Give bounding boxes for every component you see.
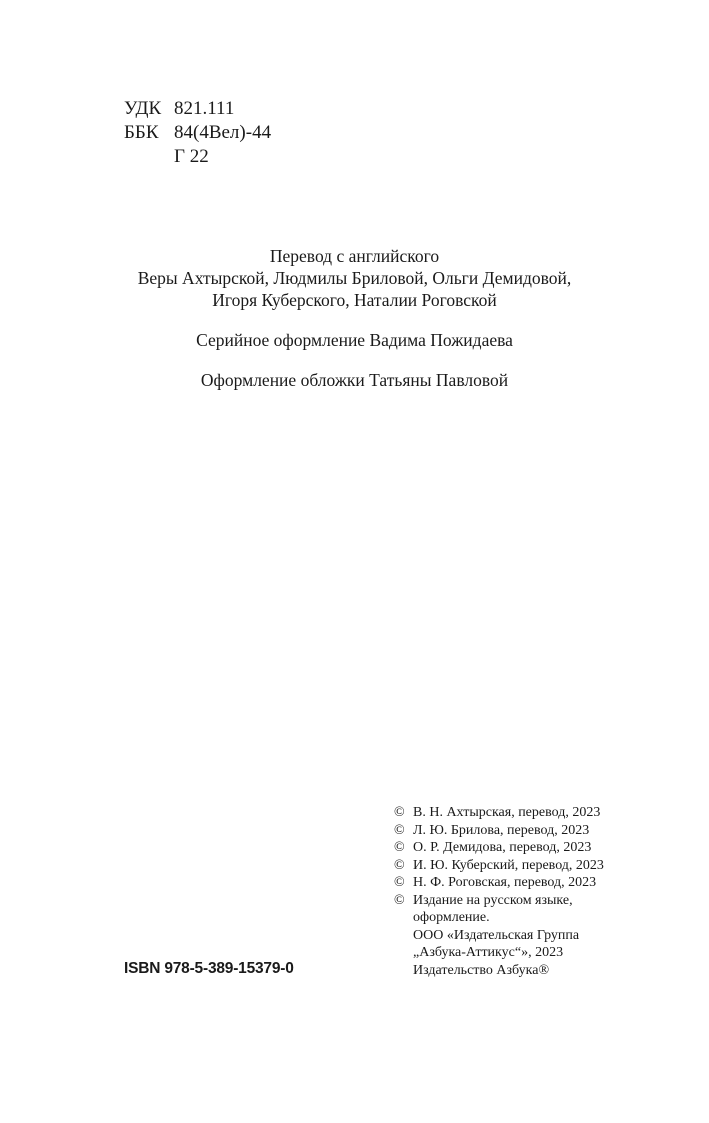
edition-text: Издание на русском языке, [413,892,573,908]
publisher-group-line: ООО «Издательская Группа [413,927,580,943]
classification-block [124,97,271,169]
udk-row [124,97,271,121]
copyright-text: И. Ю. Куберский, перевод, 2023 [413,857,604,873]
author-mark: Г 22 [174,146,209,167]
copyright-text: Н. Ф. Роговская, перевод, 2023 [413,875,597,890]
bbk-row [124,121,271,145]
cover-design-credit: Оформление обложки Татьяны Павловой [200,370,509,390]
udk-label: УДК [124,98,162,119]
publisher-group-line: „Азбука-Аттикус“», 2023 [413,945,564,960]
copyright-entry [394,874,604,892]
spacer [0,311,709,329]
bbk-label: ББК [124,122,159,143]
translators-line-2: Игоря Куберского, Наталии Роговской [212,290,497,310]
copyright-symbol: © [394,857,405,873]
copyright-symbol: © [394,805,405,820]
copyright-text: О. Р. Демидова, перевод, 2023 [413,840,592,855]
copyright-block [394,804,604,979]
spacer [0,351,709,369]
isbn: ISBN 978-5-389-15379-0 [124,960,294,977]
copyright-symbol: © [394,822,405,838]
copyright-symbol: © [394,840,405,855]
copyright-text: В. Н. Ахтырская, перевод, 2023 [413,805,601,820]
copyright-entry [394,822,604,840]
author-mark-row [124,145,271,169]
translators-line-1: Веры Ахтырской, Людмилы Бриловой, Ольги Демидовой, [137,268,572,288]
copyright-entry [394,857,604,875]
edition-continuation: оформление. [413,910,490,925]
udk-value: 821.111 [174,98,235,119]
translation-label: Перевод с английского [269,246,440,266]
bbk-value: 84(4Вел)-44 [174,122,272,143]
copyright-entry [394,804,604,822]
series-design-credit: Серийное оформление Вадима Пожидаева [196,330,513,350]
copyright-symbol: © [394,875,405,890]
copyright-text: Л. Ю. Брилова, перевод, 2023 [413,822,590,838]
copyright-entry-edition [394,892,604,910]
credits-block [0,245,709,391]
copyright-entry [394,839,604,857]
publisher-name: Издательство Азбука® [413,962,550,978]
copyright-symbol: © [394,892,405,908]
